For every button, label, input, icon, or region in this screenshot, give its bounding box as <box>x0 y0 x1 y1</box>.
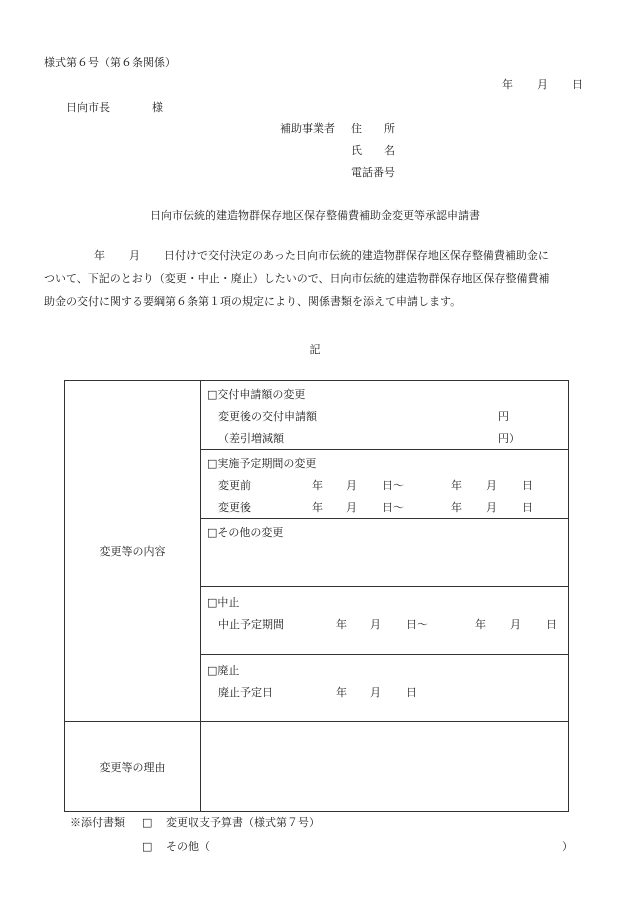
abolish-cell: □廃止 廃止予定日 年 月 日 <box>201 655 569 722</box>
change-table <box>64 380 569 812</box>
amount-diff-label: （差引増減額 <box>218 432 284 445</box>
amount-diff-yen: 円） <box>498 432 520 445</box>
amount-yen: 円 <box>498 410 509 423</box>
applicant-phone-label: 電話番号 <box>351 166 395 179</box>
ki-marker: 記 <box>309 343 321 356</box>
date-year: 年 <box>502 78 513 91</box>
content-label-cell <box>65 381 201 722</box>
attachment-text: 変更収支予算書（様式第７号） <box>166 816 320 829</box>
body-paragraph <box>44 244 584 313</box>
reason-label: 変更等の理由 <box>99 760 166 774</box>
addressee: 日向市長 <box>66 101 110 114</box>
body-line-1: 年 月 日付けで交付決定のあった日向市伝統的建造物群保存地区保存整備費補助金に <box>94 249 549 262</box>
applicant-address-label: 住 所 <box>351 122 395 135</box>
reason-cell[interactable] <box>201 722 569 812</box>
applicant-name-label: 氏 名 <box>351 144 395 157</box>
reason-label-cell <box>65 722 201 812</box>
attachment-checkbox[interactable]: □ <box>142 816 153 829</box>
period-change-cell: □実施予定期間の変更 変更前 年 月 日～ 年 月 日 変更後 年 月 日～ 年 月 日 <box>201 450 569 519</box>
amount-change-cell <box>201 381 569 450</box>
attachment-close-paren: ） <box>562 840 573 853</box>
applicant-role: 補助事業者 <box>280 122 335 135</box>
stop-cell: □中止 中止予定期間 年 月 日～ 年 月 日 <box>201 587 569 655</box>
attachment-text: その他（ <box>166 840 210 853</box>
attachments-label: ※添付書類 <box>70 816 125 829</box>
period-change-title[interactable]: □実施予定期間の変更 <box>207 457 317 470</box>
form-number: 様式第６号（第６条関係） <box>44 56 176 69</box>
date-month: 月 <box>537 78 548 91</box>
document-title: 日向市伝統的建造物群保存地区保存整備費補助金変更等承認申請書 <box>150 209 480 222</box>
other-change-title[interactable]: □その他の変更 <box>207 526 284 539</box>
attachment-checkbox[interactable]: □ <box>142 840 153 853</box>
amount-change-title[interactable]: □交付申請額の変更 <box>207 388 306 401</box>
amount-after-label: 変更後の交付申請額 <box>218 410 317 423</box>
other-change-cell <box>201 519 569 587</box>
stop-title[interactable]: □中止 <box>207 596 240 609</box>
body-line-2: ついて、下記のとおり（変更・中止・廃止）したいので、日向市伝統的建造物群保存地区保存整備費補 <box>44 272 550 285</box>
body-line-3: 助金の交付に関する要綱第６条第１項の規定により、関係書類を添えて申請します。 <box>44 295 462 308</box>
addressee-suffix: 様 <box>152 101 163 114</box>
abolish-title[interactable]: □廃止 <box>207 664 240 677</box>
date-day: 日 <box>572 78 583 91</box>
content-label: 変更等の内容 <box>99 545 166 558</box>
